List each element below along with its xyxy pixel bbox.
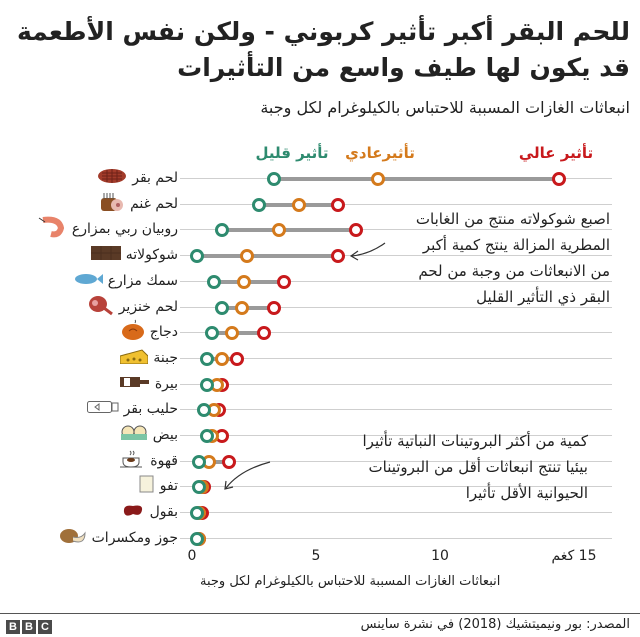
steak-icon	[97, 168, 127, 188]
food-name: تفو	[159, 478, 178, 494]
gridline	[180, 384, 612, 385]
x-tick-5: 5	[311, 548, 321, 564]
dot-mid-impact	[237, 275, 251, 289]
nuts-icon	[59, 527, 87, 549]
dot-low-impact	[190, 532, 204, 546]
food-name: جبنة	[153, 350, 178, 366]
x-tick-0: 0	[187, 548, 197, 564]
dot-low-impact	[192, 480, 206, 494]
annotation-line: الحيوانية الأقل تأثيرا	[465, 484, 588, 502]
dot-mid-impact	[235, 301, 249, 315]
tofu-icon	[139, 475, 155, 497]
dot-low-impact	[190, 249, 204, 263]
gridline	[180, 204, 612, 205]
x-axis-label: انبعاثات الغازات المسببة للاحتباس بالكيلوغرام لكل وجبة	[200, 574, 501, 589]
food-name: بقول	[149, 504, 178, 520]
dot-low-impact	[200, 352, 214, 366]
row-label	[120, 376, 178, 392]
dot-mid-impact	[371, 172, 385, 186]
chart-subtitle: انبعاثات الغازات المسببة للاحتباس بالكيلوغرام لكل وجبة	[260, 98, 630, 117]
fish-icon	[73, 272, 103, 290]
food-name: بيرة	[154, 376, 178, 392]
food-name: سمك مزارع	[107, 273, 178, 289]
row-label	[120, 348, 178, 368]
legend-high-impact: تأثير عالي	[518, 144, 594, 162]
gridline	[180, 538, 612, 539]
row-label	[120, 425, 178, 445]
gridline	[180, 358, 612, 359]
annotation-chocolate	[360, 206, 610, 310]
bbc-logo: B B C	[6, 620, 52, 634]
dot-mid-impact	[225, 326, 239, 340]
food-name: قهوة	[150, 453, 178, 469]
annotation-line: كمية من أكثر البروتينات النباتية تأثيرا	[362, 432, 588, 450]
dot-low-impact	[205, 326, 219, 340]
food-name: لحم بقر	[132, 170, 178, 186]
food-name: دجاج	[149, 324, 178, 340]
food-name: روبيان ربي بمزارع	[71, 221, 178, 237]
gridline	[180, 409, 612, 410]
dot-mid-impact	[292, 198, 306, 212]
dot-low-impact	[200, 378, 214, 392]
dot-high-impact	[277, 275, 291, 289]
lamb-icon	[99, 192, 125, 216]
range-bar	[274, 177, 559, 181]
range-bar	[222, 228, 356, 232]
row-label	[87, 400, 178, 418]
dot-low-impact	[215, 223, 229, 237]
chocolate-icon	[91, 246, 121, 264]
dot-low-impact	[215, 301, 229, 315]
cheese-icon	[120, 348, 148, 368]
food-name: شوكولاته	[125, 247, 178, 263]
annotation-line: البقر ذي التأثير القليل	[476, 288, 610, 306]
x-tick-15: 15 كغم	[551, 548, 597, 564]
dot-low-impact	[190, 506, 204, 520]
dot-high-impact	[222, 455, 236, 469]
row-label	[97, 168, 178, 188]
food-name: لحم خنزير	[118, 299, 178, 315]
coffee-cup-icon	[119, 449, 145, 473]
ham-icon	[88, 294, 114, 320]
row-label	[73, 272, 178, 290]
dot-low-impact	[197, 403, 211, 417]
milk-bottle-icon	[87, 400, 119, 418]
annotation-line: المطرية المزالة ينتج كمية أكبر	[422, 236, 610, 254]
row-label	[119, 449, 178, 473]
range-bar	[197, 254, 338, 258]
x-tick-10: 10	[431, 548, 449, 564]
dot-high-impact	[331, 249, 345, 263]
dot-high-impact	[552, 172, 566, 186]
source-note: المصدر: بور ونيميتشيك (2018) في نشرة ساينس	[360, 617, 630, 632]
dot-mid-impact	[215, 352, 229, 366]
dot-mid-impact	[272, 223, 286, 237]
annotation-line: اصبع شوكولاته منتج من الغابات	[415, 210, 610, 228]
annotation-line: من الانبعاثات من وجبة من لحم	[418, 262, 610, 280]
annotation-line: بيئيا تنتج انبعاثات أقل من البروتينات	[368, 458, 588, 476]
food-name: حليب بقر	[123, 401, 178, 417]
dot-high-impact	[267, 301, 281, 315]
dot-high-impact	[257, 326, 271, 340]
row-label	[121, 502, 178, 522]
eggs-icon	[120, 425, 148, 445]
legend-average-impact: تأثيرعادي	[345, 144, 415, 162]
chicken-icon	[121, 319, 145, 345]
gridline	[180, 512, 612, 513]
row-label	[37, 216, 178, 242]
row-label	[59, 527, 178, 549]
prawn-icon	[37, 216, 67, 242]
annotation-plant-protein	[288, 428, 588, 506]
dot-mid-impact	[240, 249, 254, 263]
dot-high-impact	[230, 352, 244, 366]
dot-low-impact	[207, 275, 221, 289]
dot-high-impact	[331, 198, 345, 212]
food-name: بيض	[152, 427, 178, 443]
row-label	[139, 475, 178, 497]
row-label	[88, 294, 178, 320]
dot-low-impact	[267, 172, 281, 186]
dot-low-impact	[200, 429, 214, 443]
bean-icon	[121, 502, 145, 522]
row-label	[91, 246, 178, 264]
food-name: جوز ومكسرات	[91, 530, 178, 546]
legend-low-impact: تأثير قليل	[255, 144, 329, 162]
beer-bottle-icon	[120, 376, 150, 392]
row-label	[99, 192, 178, 216]
row-label	[121, 319, 178, 345]
chart-title: للحم البقر أكبر تأثير كربوني - ولكن نفس الأطعمة قد يكون لها طيف واسع من التأثيرات	[17, 17, 630, 82]
food-name: لحم غنم	[130, 196, 178, 212]
dot-low-impact	[192, 455, 206, 469]
footer-divider	[0, 613, 640, 614]
dot-low-impact	[252, 198, 266, 212]
